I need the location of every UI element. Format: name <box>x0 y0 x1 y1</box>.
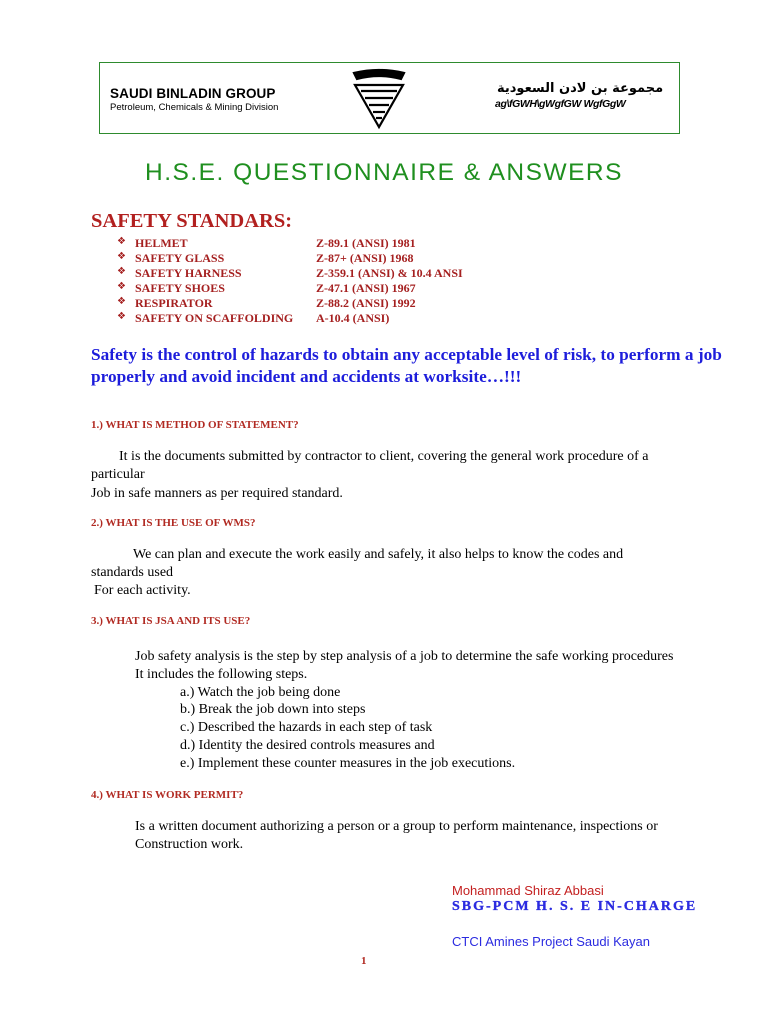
answer-3-step-b: b.) Break the job down into steps <box>180 702 366 717</box>
standard-item: SAFETY GLASS <box>135 251 225 265</box>
answer-3-step-a: a.) Watch the job being done <box>180 685 341 700</box>
diamond-bullet-icon: ❖ <box>117 266 126 277</box>
page-number: 1 <box>361 955 367 967</box>
answer-3-step-e: e.) Implement these counter measures in the job executions. <box>180 756 516 771</box>
answer-1-line-1: It is the documents submitted by contractor to client, covering the general work procedure of a <box>119 449 649 464</box>
answer-4-line-1: Is a written document authorizing a person or a group to perform maintenance, inspections or <box>135 819 658 834</box>
page-title: H.S.E. QUESTIONNAIRE & ANSWERS <box>145 159 623 186</box>
arabic-company-name: مجموعة بن لادن السعودية <box>497 81 664 96</box>
diamond-bullet-icon: ❖ <box>117 251 126 262</box>
standard-code: Z-47.1 (ANSI) 1967 <box>316 281 416 295</box>
question-4: 4.) WHAT IS WORK PERMIT? <box>91 789 244 801</box>
signature-project: CTCI Amines Project Saudi Kayan <box>452 934 650 949</box>
binladin-logo-icon <box>349 67 409 131</box>
standard-code: Z-88.2 (ANSI) 1992 <box>316 296 416 310</box>
answer-2-line-1: We can plan and execute the work easily and safely, it also helps to know the codes and <box>133 547 624 562</box>
answer-4-line-2: Construction work. <box>135 837 244 852</box>
question-1: 1.) WHAT IS METHOD OF STATEMENT? <box>91 419 299 431</box>
company-name: SAUDI BINLADIN GROUP <box>110 86 276 101</box>
division-name: Petroleum, Chemicals & Mining Division <box>110 102 279 113</box>
standard-item: HELMET <box>135 236 188 250</box>
standard-code: Z-87+ (ANSI) 1968 <box>316 251 414 265</box>
arabic-transliteration-glyphs: ag\fGWH\gWgfGW WgfGgW <box>495 98 626 110</box>
answer-3-line-2: It includes the following steps. <box>135 667 308 682</box>
signature-name: Mohammad Shiraz Abbasi <box>452 883 604 898</box>
answer-3-step-c: c.) Described the hazards in each step of task <box>180 720 433 735</box>
answer-1-line-3: Job in safe manners as per required standard. <box>91 486 343 501</box>
diamond-bullet-icon: ❖ <box>117 281 126 292</box>
standard-code: Z-89.1 (ANSI) 1981 <box>316 236 416 250</box>
standard-item: SAFETY HARNESS <box>135 266 242 280</box>
answer-2-line-2: standards used <box>91 565 174 580</box>
answer-1-line-2: particular <box>91 467 145 482</box>
standard-item: RESPIRATOR <box>135 296 213 310</box>
standard-item: SAFETY ON SCAFFOLDING <box>135 311 294 325</box>
answer-3-line-1: Job safety analysis is the step by step analysis of a job to determine the safe working procedures <box>135 649 674 664</box>
question-3: 3.) WHAT IS JSA AND ITS USE? <box>91 615 251 627</box>
signature-role: SBG-PCM H. S. E IN-CHARGE <box>452 899 698 914</box>
safety-definition: Safety is the control of hazards to obtain any acceptable level of risk, to perform a job properly and avoid incident and accidents at worksite…!!! <box>91 345 722 386</box>
diamond-bullet-icon: ❖ <box>117 311 126 322</box>
diamond-bullet-icon: ❖ <box>117 236 126 247</box>
standard-item: SAFETY SHOES <box>135 281 225 295</box>
standard-code: A-10.4 (ANSI) <box>316 311 390 325</box>
question-2: 2.) WHAT IS THE USE OF WMS? <box>91 517 256 529</box>
answer-3-step-d: d.) Identity the desired controls measures and <box>180 738 435 753</box>
safety-standards-heading: SAFETY STANDARS: <box>91 210 293 232</box>
answer-2-line-3: For each activity. <box>94 583 191 598</box>
standard-code: Z-359.1 (ANSI) & 10.4 ANSI <box>316 266 463 280</box>
diamond-bullet-icon: ❖ <box>117 296 126 307</box>
